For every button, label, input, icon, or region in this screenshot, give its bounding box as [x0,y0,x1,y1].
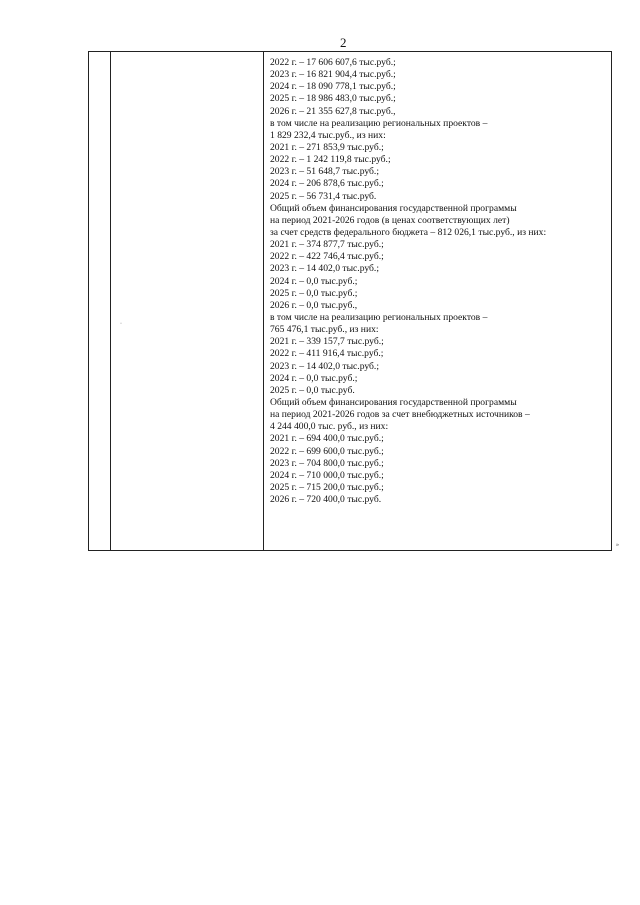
financing-line: 2024 г. – 206 878,6 тыс.руб.; [270,178,384,190]
financing-line: 2022 г. – 1 242 119,8 тыс.руб.; [270,154,391,166]
financing-line: на период 2021-2026 годов за счет внебюджетных источников – [270,409,530,421]
financing-line: 2021 г. – 339 157,7 тыс.руб.; [270,336,384,348]
scan-speck: · [120,321,122,327]
financing-line: 2024 г. – 0,0 тыс.руб.; [270,372,358,384]
financing-line: 2021 г. – 271 853,9 тыс.руб.; [270,141,384,153]
financing-line: 2022 г. – 17 606 607,6 тыс.руб.; [270,57,396,68]
financing-line: 2025 г. – 18 986 483,0 тыс.руб.; [270,93,396,105]
financing-line: 2025 г. – 56 731,4 тыс.руб. [270,190,377,202]
financing-line: 2021 г. – 374 877,7 тыс.руб.; [270,239,384,251]
financing-table [88,51,612,551]
financing-line: 2023 г. – 51 648,7 тыс.руб.; [270,166,379,178]
financing-line: 2022 г. – 699 600,0 тыс.руб.; [270,445,384,457]
financing-line: 2023 г. – 704 800,0 тыс.руб.; [270,457,384,469]
financing-line: 2025 г. – 0,0 тыс.руб.; [270,287,358,299]
financing-line: на период 2021-2026 годов (в ценах соответствующих лет) [270,214,510,226]
financing-line: 2024 г. – 710 000,0 тыс.руб.; [270,469,384,481]
financing-line: 2026 г. – 720 400,0 тыс.руб. [270,494,382,506]
financing-line: за счет средств федерального бюджета – 812 026,1 тыс.руб., из них: [270,226,547,238]
financing-line: 2023 г. – 14 402,0 тыс.руб.; [270,263,379,275]
page-number: 2 [340,35,347,50]
financing-line: 2024 г. – 18 090 778,1 тыс.руб.; [270,81,396,93]
financing-line: 2025 г. – 715 200,0 тыс.руб.; [270,481,384,493]
financing-line: 2024 г. – 0,0 тыс.руб.; [270,275,358,287]
financing-line: 2021 г. – 694 400,0 тыс.руб.; [270,433,384,445]
financing-line: 2023 г. – 16 821 904,4 тыс.руб.; [270,69,396,81]
financing-line: 765 476,1 тыс.руб., из них: [270,324,379,336]
financing-line: Общий объем финансирования государственной программы [270,202,517,214]
financing-line: 2026 г. – 21 355 627,8 тыс.руб., [270,105,396,117]
table-column-divider-1 [110,52,111,550]
financing-line: 2025 г. – 0,0 тыс.руб. [270,384,355,396]
financing-line: 1 829 232,4 тыс.руб., из них: [270,129,386,141]
financing-line: Общий объем финансирования государственной программы [270,396,517,408]
financing-line: в том числе на реализацию региональных проектов – [270,117,488,129]
scan-speck: » [616,542,619,548]
financing-line: в том числе на реализацию региональных проектов – [270,311,488,323]
financing-line: 2022 г. – 422 746,4 тыс.руб.; [270,251,384,263]
table-column-divider-2 [263,52,264,550]
financing-cell [270,57,610,506]
financing-line: 2023 г. – 14 402,0 тыс.руб.; [270,360,379,372]
financing-line: 4 244 400,0 тыс. руб., из них: [270,421,389,433]
financing-line: 2026 г. – 0,0 тыс.руб., [270,299,358,311]
financing-line: 2022 г. – 411 916,4 тыс.руб.; [270,348,384,360]
